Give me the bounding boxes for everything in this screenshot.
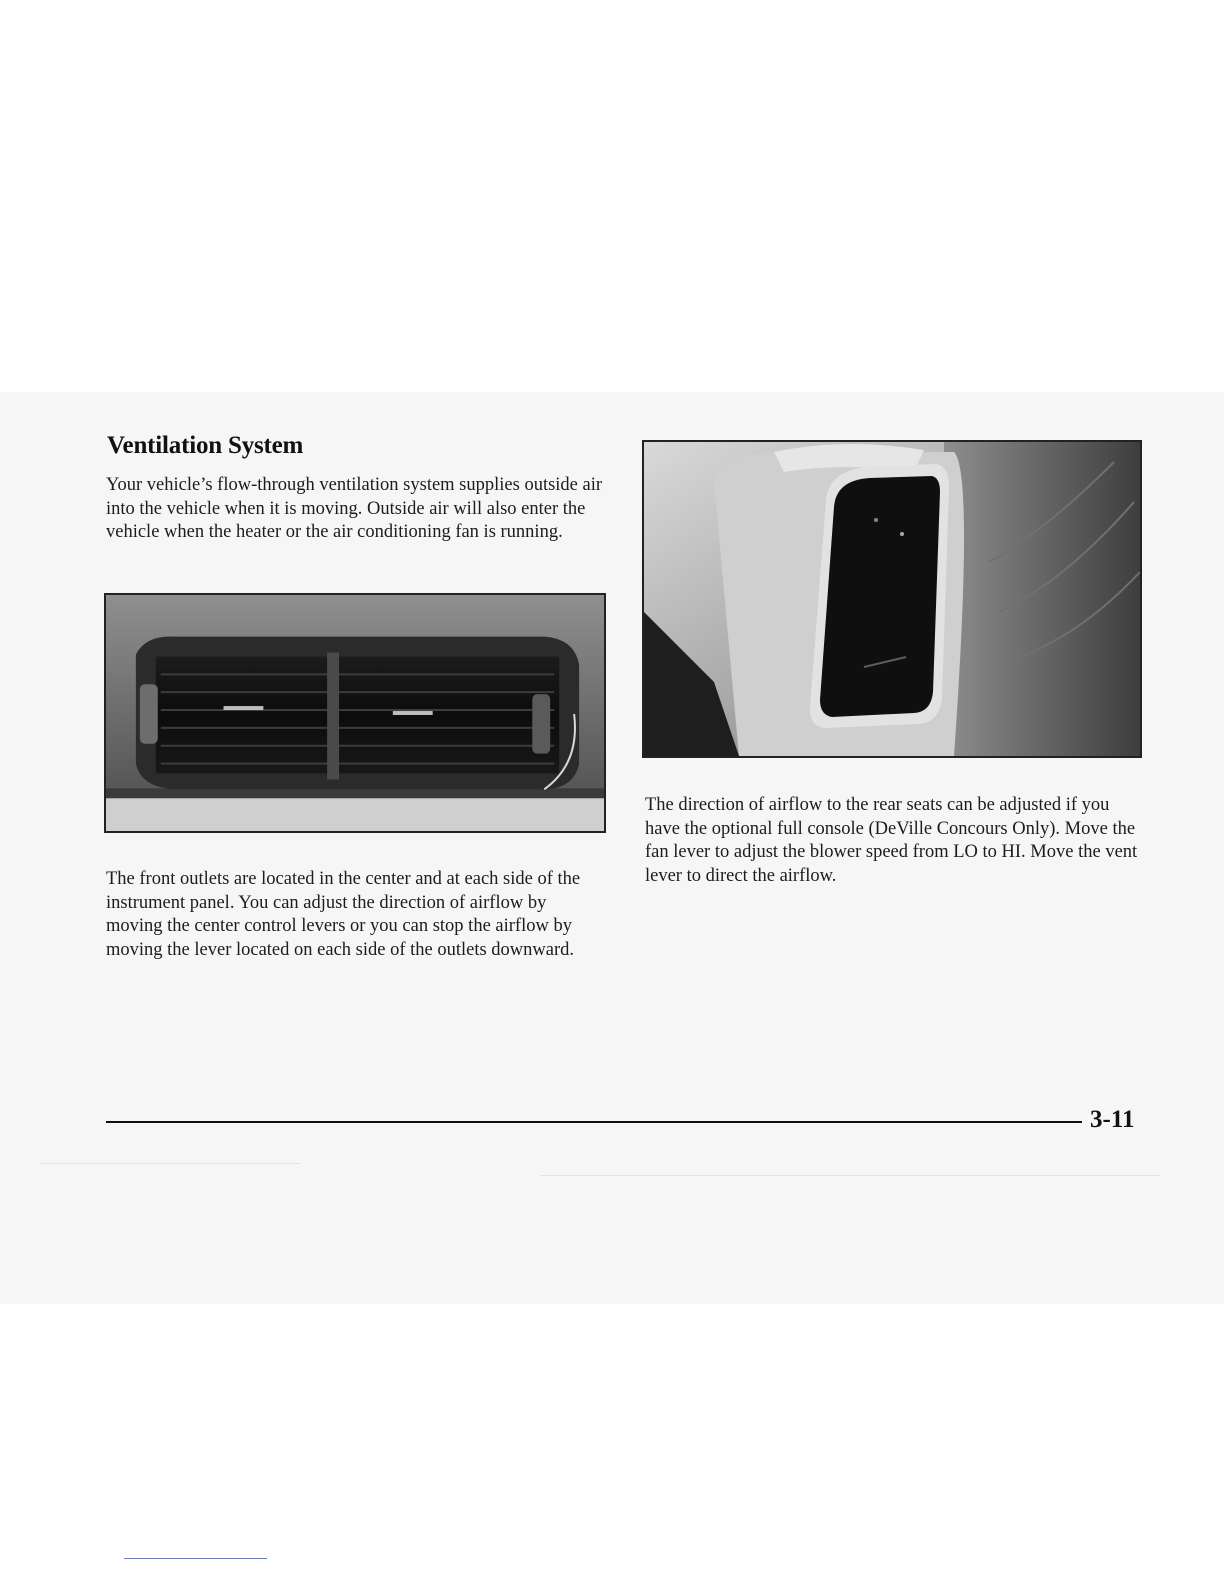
front-outlets-paragraph: The front outlets are located in the center and at each side of the instrument panel. You can adjust the direction of airflow by moving the center control levers or you can stop the airflow by moving the lever located on each side of the outlets downward. <box>106 869 581 960</box>
scan-artifact-line <box>40 1163 300 1164</box>
scan-artifact-line <box>540 1175 1160 1176</box>
rear-vent-photo <box>642 440 1142 758</box>
section-title: Ventilation System <box>107 432 304 459</box>
intro-paragraph: Your vehicle’s flow-through ventilation system supplies outside air into the vehicle when it is moving. Outside air will also enter the vehicle when the heater or the air conditioning fan is running. <box>106 475 603 542</box>
front-vent-photo <box>104 593 606 833</box>
rear-vent-illustration <box>644 442 1140 756</box>
page-number: 3-11 <box>1090 1106 1135 1133</box>
rear-airflow-paragraph: The direction of airflow to the rear seats can be adjusted if you have the optional full console (DeVille Concours Only). Move the fan lever to adjust the blower speed from LO to HI. Move the vent lever to direct the airflow. <box>645 795 1138 886</box>
footer-rule <box>106 1121 1082 1123</box>
front-vent-illustration <box>106 595 604 831</box>
bottom-underline <box>124 1558 267 1559</box>
